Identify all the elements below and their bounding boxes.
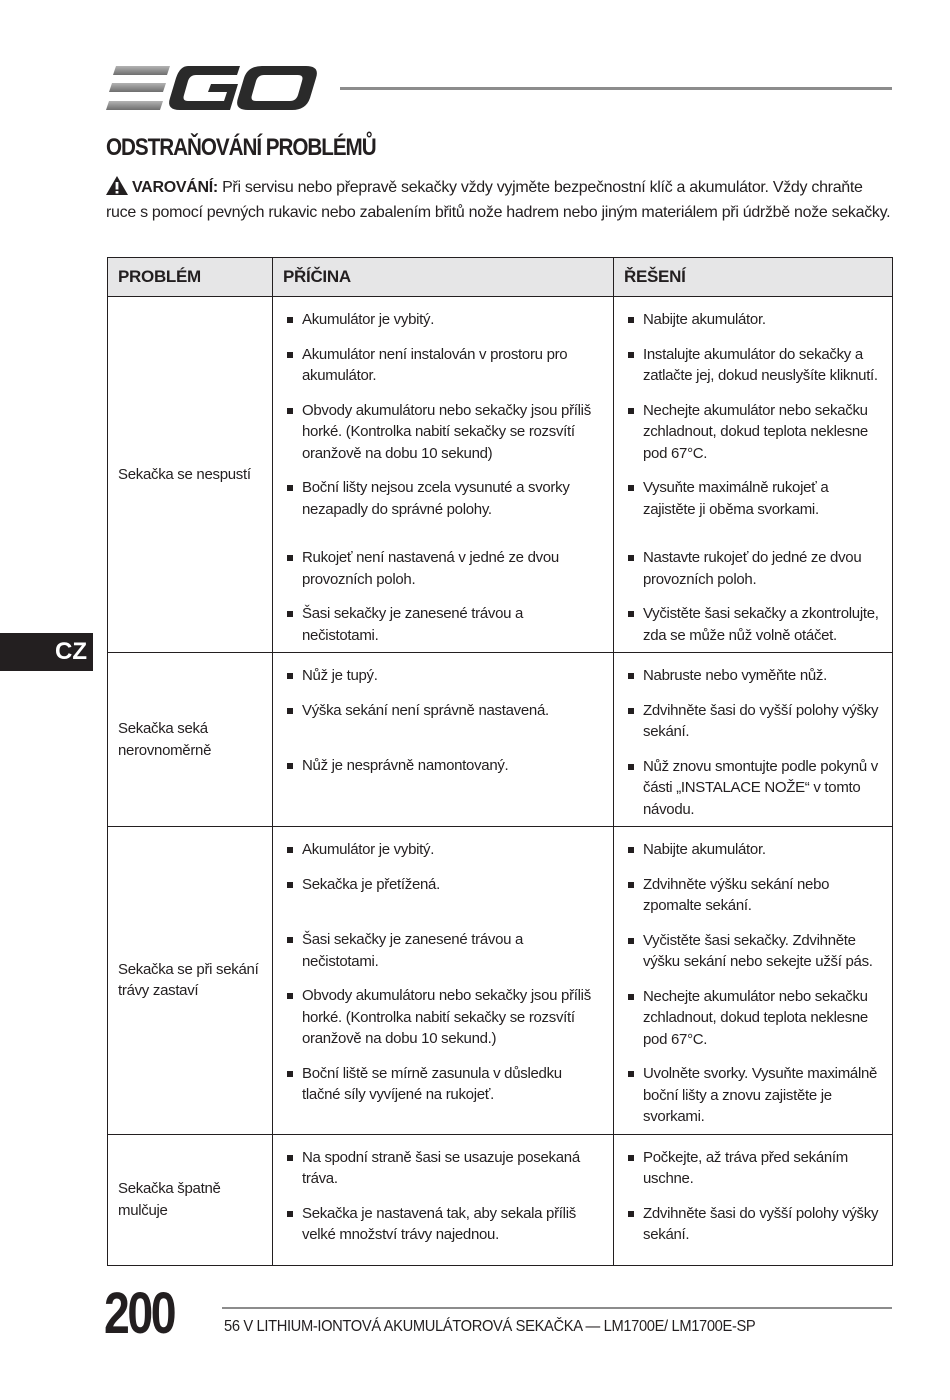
list-item: Akumulátor není instalován v prostoru pro akumulátor. (283, 344, 603, 387)
list-item: Na spodní straně šasi se usazuje posekaná tráva. (283, 1147, 603, 1190)
cause-cell (273, 653, 614, 827)
list-item: Nabruste nebo vyměňte nůž. (624, 665, 882, 687)
table-row (108, 1134, 893, 1265)
list-item: Uvolněte svorky. Vysuňte maximálně boční lišty a znovu zajistěte je svorkami. (624, 1063, 882, 1128)
cause-cell (273, 827, 614, 1135)
table-header-row (108, 258, 893, 297)
list-item: Akumulátor je vybitý. (283, 309, 603, 331)
problem-cell: Sekačka se při sekání trávy zastaví (108, 827, 273, 1135)
warning-triangle-icon (106, 176, 128, 202)
cause-cell (273, 297, 614, 653)
footer-rule (222, 1307, 892, 1309)
problem-cell: Sekačka se nespustí (108, 297, 273, 653)
list-item: Boční liště se mírně zasunula v důsledku tlačné síly vyvíjené na rukojeť. (283, 1063, 603, 1106)
column-header-solution: ŘEŠENÍ (614, 258, 893, 297)
list-item: Vyčistěte šasi sekačky a zkontrolujte, zda se může nůž volně otáčet. (624, 603, 882, 646)
ego-logo (106, 64, 318, 112)
solution-cell (614, 827, 893, 1135)
list-item: Nastavte rukojeť do jedné ze dvou provozních poloh. (624, 547, 882, 590)
list-item: Rukojeť není nastavená v jedné ze dvou provozních poloh. (283, 547, 603, 590)
list-item: Vyčistěte šasi sekačky. Zdvihněte výšku sekání nebo sekejte užší pás. (624, 930, 882, 973)
problem-cell: Sekačka seká nerovnoměrně (108, 653, 273, 827)
list-item: Nabijte akumulátor. (624, 839, 882, 861)
list-item: Nechejte akumulátor nebo sekačku zchladnout, dokud teplota neklesne pod 67°C. (624, 400, 882, 465)
list-item: Obvody akumulátoru nebo sekačky jsou příliš horké. (Kontrolka nabití sekačky se rozsvítí oranžově na dobu 10 sekund) (283, 400, 603, 465)
list-item: Šasi sekačky je zanesené trávou a nečistotami. (283, 603, 603, 646)
page-number: 200 (104, 1281, 175, 1346)
list-item: Nechejte akumulátor nebo sekačku zchladnout, dokud teplota neklesne pod 67°C. (624, 986, 882, 1051)
solution-cell (614, 653, 893, 827)
column-header-problem: PROBLÉM (108, 258, 273, 297)
table-row (108, 297, 893, 653)
problem-cell: Sekačka špatně mulčuje (108, 1134, 273, 1265)
table-row (108, 827, 893, 1135)
troubleshooting-table (107, 257, 893, 1266)
list-item: Nůž je tupý. (283, 665, 603, 687)
list-item: Obvody akumulátoru nebo sekačky jsou příliš horké. (Kontrolka nabití sekačky se rozsvítí oranžově na dobu 10 sekund.) (283, 985, 603, 1050)
warning-label: VAROVÁNÍ: (132, 179, 218, 196)
list-item: Počkejte, až tráva před sekáním uschne. (624, 1147, 882, 1190)
list-item: Sekačka je nastavená tak, aby sekala příliš velké množství trávy najednou. (283, 1203, 603, 1246)
header-rule (340, 87, 892, 90)
list-item: Boční lišty nejsou zcela vysunuté a svorky nezapadly do správné polohy. (283, 477, 603, 520)
solution-cell (614, 297, 893, 653)
list-item: Zdvihněte šasi do vyšší polohy výšky sekání. (624, 1203, 882, 1246)
cause-cell (273, 1134, 614, 1265)
list-item: Výška sekání není správně nastavená. (283, 700, 603, 722)
table-row (108, 653, 893, 827)
language-tab: CZ (0, 633, 93, 671)
list-item: Zdvihněte výšku sekání nebo zpomalte sekání. (624, 874, 882, 917)
list-item: Vysuňte maximálně rukojeť a zajistěte ji oběma svorkami. (624, 477, 882, 520)
list-item: Nůž znovu smontujte podle pokynů v části „INSTALACE NOŽE“ v tomto návodu. (624, 756, 882, 821)
list-item: Nabijte akumulátor. (624, 309, 882, 331)
page-title: ODSTRAŇOVÁNÍ PROBLÉMŮ (106, 134, 376, 161)
list-item: Sekačka je přetížená. (283, 874, 603, 896)
solution-cell (614, 1134, 893, 1265)
footer-text: 56 V LITHIUM-IONTOVÁ AKUMULÁTOROVÁ SEKAČKA — LM1700E/ LM1700E-SP (224, 1318, 756, 1335)
list-item: Instalujte akumulátor do sekačky a zatlačte jej, dokud neuslyšíte kliknutí. (624, 344, 882, 387)
list-item: Zdvihněte šasi do vyšší polohy výšky sekání. (624, 700, 882, 743)
list-item: Šasi sekačky je zanesené trávou a nečistotami. (283, 929, 603, 972)
list-item: Nůž je nesprávně namontovaný. (283, 755, 603, 777)
warning-notice (106, 176, 896, 223)
list-item: Akumulátor je vybitý. (283, 839, 603, 861)
warning-text: Při servisu nebo přepravě sekačky vždy vyjměte bezpečnostní klíč a akumulátor. Vždy chraňte ruce s pomocí pevných rukavic nebo zabalením břitů nože hadrem nebo jiným materiálem při údržbě nože sekačky. (106, 179, 891, 221)
column-header-cause: PŘÍČINA (273, 258, 614, 297)
